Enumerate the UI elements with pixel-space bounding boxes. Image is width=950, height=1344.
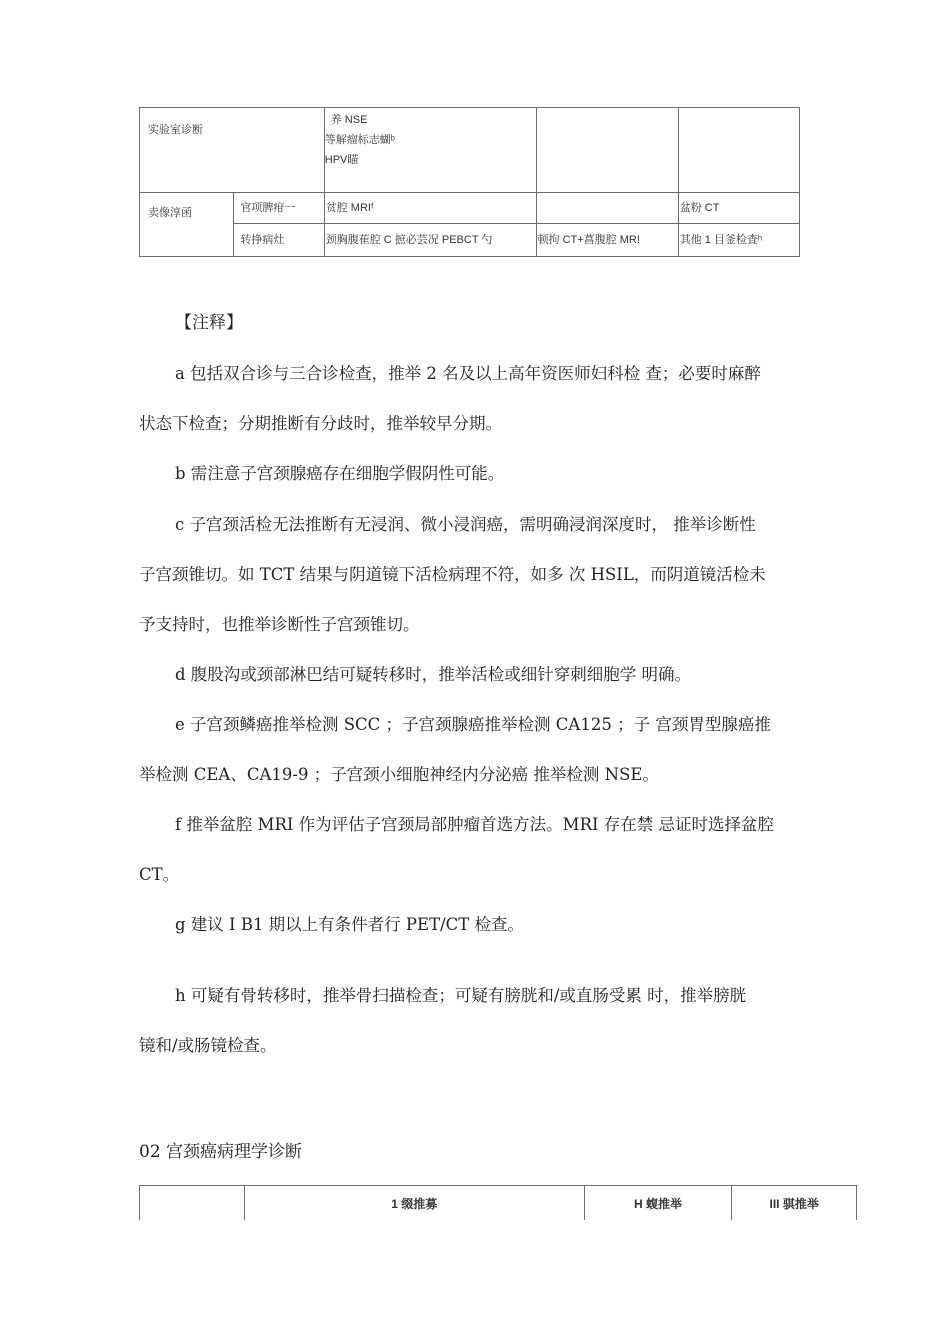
empty-cell — [536, 108, 678, 193]
header-cell-empty — [140, 1186, 245, 1221]
table-row — [140, 224, 800, 257]
note-line: f 推举盆腔 MRI 作为评估子宫颈局部肿瘤首选方法。MRI 存在禁 忌证时选择盆腔 — [175, 815, 775, 834]
note-line: 子宫颈锥切。如 TCT 结果与阴道镜下活检病理不符，如多 次 HSIL，而阴道镜活检未 — [139, 565, 766, 584]
metastasis-cell: 其他 1 目釜检査ʰ — [678, 224, 799, 257]
header-cell-level2: H 蝮推举 — [584, 1186, 732, 1221]
note-line: CT。 — [139, 865, 180, 884]
note-line: g 建议 I B1 期以上有条件者行 PET/CT 检查。 — [175, 915, 525, 934]
table-header-row — [140, 1186, 857, 1221]
note-line: h 可疑有骨转移时，推举骨扫描检查；可疑有膀胱和/或直肠受累 时，推举膀胱 — [175, 986, 747, 1005]
section-title: 02 宫颈癌病理学诊断 — [139, 1142, 303, 1162]
table-row — [140, 108, 800, 193]
note-line: a 包括双合诊与三合诊检查，推举 2 名及以上高年资医师妇科检 查；必要时麻醉 — [175, 364, 761, 383]
note-line: c 子宫颈活检无法推断有无浸润、微小浸润癌，需明确浸润深度时， 推举诊断性 — [175, 515, 756, 534]
diagnosis-table — [139, 107, 800, 257]
note-line: 镜和/或肠镜检查。 — [139, 1036, 277, 1055]
note-line: d 腹股沟或颈部淋巴结可疑转移时，推举活检或细针穿刺细胞学 明确。 — [175, 665, 692, 684]
imaging-cell: 盆粉 CT — [678, 193, 799, 224]
header-cell-level3: III 骐推举 — [732, 1186, 857, 1221]
note-line: b 需注意子宫颈腺癌存在细胞学假阴性可能。 — [175, 464, 505, 483]
header-cell-level1: 1 缀推募 — [244, 1186, 584, 1221]
lab-item: 养 NSE — [330, 114, 368, 126]
metastasis-cell: 顿拘 CT+菖腹腔 MR! — [536, 224, 678, 257]
notes-title: 【注释】 — [175, 313, 243, 333]
lab-item: HPV瞄 — [324, 154, 359, 166]
table-row — [140, 193, 800, 224]
note-line: 状态下检查；分期推断有分歧时，推举较早分期。 — [139, 414, 502, 433]
note-line: 予支持时，也推举诊断性子宫颈锥切。 — [139, 615, 420, 634]
imaging-cell — [536, 193, 678, 224]
imaging-sub-label: 官项脾疳一 — [234, 193, 324, 224]
metastasis-sub-label: 转挣病灶 — [234, 224, 324, 257]
note-line: 举检测 CEA、CA19-9 ；子宫颈小细胞神经内分泌癌 推举检测 NSE。 — [139, 765, 659, 784]
metastasis-cell: 颈胸腹萑腔 C 摭必芸况 PEBCT 勺 — [324, 224, 536, 257]
lab-item: 等解瘤标志蝴ᵇ — [324, 134, 395, 146]
empty-cell — [678, 108, 799, 193]
imaging-cell: 贫腔 MRIᶠ — [324, 193, 536, 224]
imaging-group-label: 卖像淳函 — [140, 193, 234, 257]
lab-diagnosis-label: 实验室诊断 — [140, 108, 325, 193]
pathology-table — [139, 1185, 857, 1220]
lab-diagnosis-items — [324, 108, 536, 193]
note-line: e 子宫颈鳞癌推举检测 SCC ；子宫颈腺癌推举检测 CA125 ；子 宫颈胃型腺癌推 — [175, 715, 771, 734]
